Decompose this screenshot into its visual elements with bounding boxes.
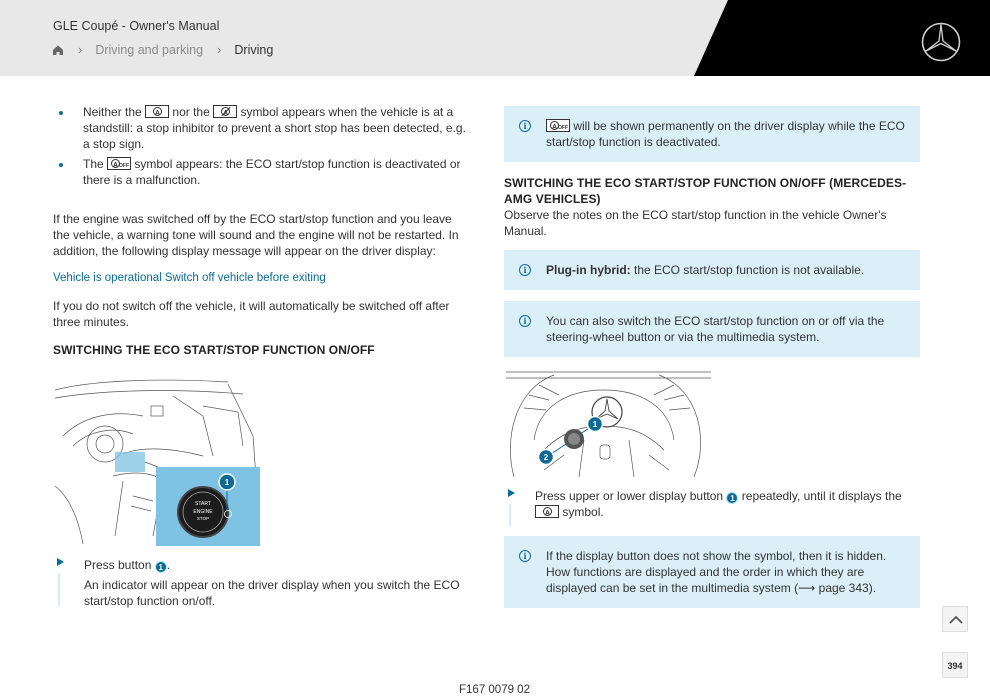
left-column (53, 104, 471, 609)
eco-start-stop-symbol-icon (535, 505, 559, 518)
step-result: An indicator will appear on the driver display when you switch the ECO start/stop function on/off. (84, 578, 460, 608)
list-item: Neither the A nor the A symbol appears when the vehicle is at a standstill: a stop inhibitor to prevent a short stop has been detected, e.g. a stop sign. (53, 104, 471, 152)
callout-2-label: 2 (543, 453, 549, 462)
chevron-right-icon: › (78, 42, 83, 57)
eco-start-stop-crossed-icon (213, 105, 237, 118)
cockpit-line-drawing (53, 376, 260, 546)
manual-title: GLE Coupé - Owner's Manual (53, 19, 220, 33)
right-column (504, 106, 920, 608)
steering-wheel-line-drawing (504, 370, 711, 477)
info-icon: i (519, 550, 531, 562)
auto-off-paragraph: If you do not switch off the vehicle, it will automatically be switched off after three minutes. (53, 299, 450, 329)
info-box-display-hidden: i If the display button does not show the symbol, then it is hidden. How functions are displayed and the order in which they are displayed can be set in the multimedia system (⟶ page 343). (504, 536, 920, 608)
callout-1-label: 1 (592, 420, 598, 429)
step-press-display-button: Press upper or lower display button 1 repeatedly, until it displays the A symbol. (504, 488, 920, 520)
eco-start-stop-off-icon: A OFF (546, 119, 570, 132)
chevron-right-icon: › (217, 42, 222, 57)
cockpit-illustration (53, 376, 260, 546)
scroll-to-top-button[interactable] (942, 606, 968, 632)
home-icon[interactable] (52, 44, 64, 56)
info-box-plugin-hybrid: i Plug-in hybrid: the ECO start/stop function is not available. (504, 250, 920, 290)
info-icon: i (519, 120, 531, 132)
breadcrumb-current-driving: Driving (234, 42, 274, 57)
eco-start-stop-off-icon: A OFF (107, 157, 131, 170)
section-heading-amg: SWITCHING THE ECO START/STOP FUNCTION ON/OFF (MERCEDES-AMG VEHICLES) (504, 176, 907, 206)
button-text-stop: STOP (196, 516, 210, 521)
info-box-off-symbol: i A OFF will be shown permanently on the driver display while the ECO start/stop function is deactivated. (504, 106, 920, 162)
info-icon: i (519, 264, 531, 276)
section-heading: SWITCHING THE ECO START/STOP FUNCTION ON/OFF (53, 343, 375, 357)
chevron-up-icon (943, 607, 969, 633)
bullet-list (53, 104, 471, 188)
button-text-start: START (195, 501, 211, 507)
button-text-engine: ENGINE (193, 509, 213, 515)
breadcrumb-link-driving-and-parking[interactable]: Driving and parking (95, 42, 204, 57)
amg-paragraph: Observe the notes on the ECO start/stop function in the vehicle Owner's Manual. (504, 208, 887, 238)
step-arrow-icon (57, 558, 64, 566)
mercedes-star-logo (921, 22, 961, 62)
warning-paragraph: If the engine was switched off by the ECO start/stop function and you leave the vehicle, a warning tone will sound and the engine will not be restarted. In addition, the following display message will appear on the driver display: (53, 212, 459, 258)
steering-wheel-illustration (504, 370, 711, 477)
info-box-steering-wheel: i You can also switch the ECO start/stop function on or off via the steering-wheel button or via the multimedia system. (504, 301, 920, 357)
list-item: The A OFF symbol appears: the ECO start/stop function is deactivated or there is a malfunction. (53, 156, 471, 188)
callout-1-label: 1 (224, 478, 230, 487)
eco-start-stop-symbol-icon (145, 105, 169, 118)
page-number: 394 (942, 652, 968, 678)
display-message: Vehicle is operational Switch off vehicle before exiting (53, 272, 326, 284)
step-press-button: Press button 1 . An indicator will appear on the driver display when you switch the ECO start/stop function on/off. (53, 557, 471, 609)
step-arrow-icon (508, 489, 515, 497)
callout-1-icon: 1 (155, 561, 167, 573)
callout-1-icon: 1 (726, 492, 738, 504)
figure-code: F167 0079 02 (459, 684, 530, 696)
info-icon: i (519, 315, 531, 327)
breadcrumb (52, 42, 273, 57)
